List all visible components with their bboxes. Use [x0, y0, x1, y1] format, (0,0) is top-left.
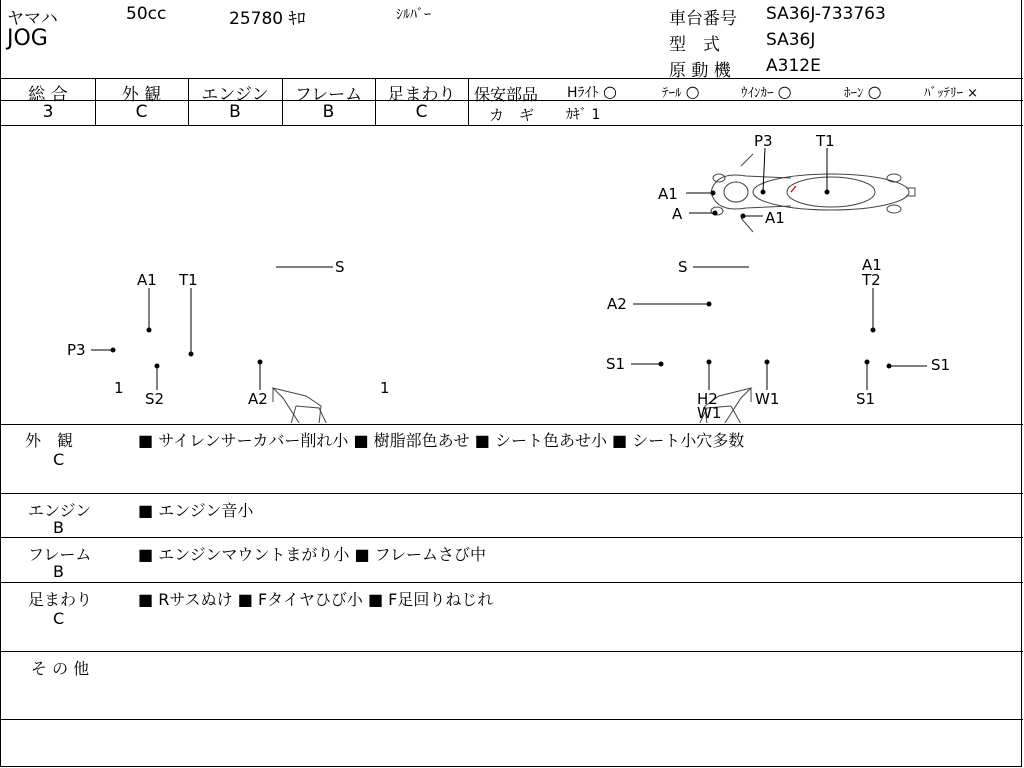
grade-suspension-value: C: [415, 102, 428, 122]
safety-item-tail: ﾃｰﾙ ○: [662, 82, 700, 101]
grade-suspension-label: 足まわり: [387, 85, 456, 105]
maker: ヤマハ: [7, 9, 58, 29]
remarks-engine-label: エンジン: [28, 501, 92, 520]
remarks-frame-grade: B: [53, 562, 64, 581]
mileage: 25780 ｷﾛ: [229, 9, 306, 29]
grade-engine-value: B: [229, 102, 241, 122]
diagram-label: S2: [145, 390, 165, 408]
diagram-label: 1: [380, 379, 390, 397]
diagram-label: S1: [931, 356, 951, 374]
remarks-suspension-text: ■ Rサスぬけ ■ Fタイヤひび小 ■ F足回りねじれ: [138, 590, 494, 609]
diagram-label: 1: [114, 379, 124, 397]
remarks-exterior-grade: C: [53, 450, 65, 469]
safety-item-battery: ﾊﾞｯﾃﾘｰ ×: [924, 86, 979, 101]
grade-exterior-value: C: [135, 102, 148, 122]
frame-no-label: 車台番号: [669, 9, 737, 29]
key-value: ｶｷﾞ 1: [566, 107, 601, 123]
divider: [468, 78, 469, 125]
diagram-label: W1: [697, 404, 722, 422]
diagram-label: S: [678, 258, 688, 276]
safety-item-winker: ｳｲﾝｶｰ ○: [741, 82, 792, 101]
diagram-label: A: [672, 205, 683, 223]
grade-engine-label: エンジン: [201, 85, 269, 105]
diagram-label: S1: [856, 390, 876, 408]
diagram-label: T1: [816, 132, 835, 150]
diagram-label: S1: [606, 355, 626, 373]
engine-label: 原 動 機: [669, 61, 731, 81]
grade-overall-label: 総 合: [28, 85, 68, 105]
grade-frame-label: フレーム: [294, 85, 363, 105]
diagram-label: A2: [248, 390, 268, 408]
remarks-other-label: そ の 他: [31, 659, 90, 678]
remarks-exterior-text: ■ サイレンサーカバー削れ小 ■ 樹脂部色あせ ■ シート色あせ小 ■ シート小穴多数: [138, 431, 745, 450]
scooter-top-view: [711, 154, 915, 232]
safety-item-horn: ﾎｰﾝ ○: [844, 82, 882, 101]
remarks-suspension-label: 足まわり: [28, 590, 93, 609]
grade-frame-value: B: [322, 102, 335, 122]
diagram-label: H2: [697, 390, 718, 408]
grade-overall-value: 3: [42, 102, 54, 122]
divider: [1, 651, 1023, 652]
key-label: カ ギ: [489, 106, 535, 124]
diagram-label: T1: [179, 271, 198, 289]
diagram-label: A1: [862, 256, 882, 274]
diagram-label: A1: [658, 185, 678, 203]
diagram-label: A1: [137, 271, 157, 289]
grade-exterior-label: 外 観: [121, 85, 162, 105]
divider: [1, 424, 1023, 425]
engine-value: A312E: [766, 56, 821, 76]
type-label: 型 式: [669, 35, 720, 55]
type-value: SA36J: [766, 30, 816, 50]
diagram-label: A2: [607, 295, 627, 313]
safety-label: 保安部品: [474, 85, 539, 104]
remarks-engine-text: ■ エンジン音小: [138, 501, 254, 520]
diagram-label: P3: [754, 132, 773, 150]
divider: [1, 78, 1023, 79]
diagram-label: A1: [765, 209, 785, 227]
divider: [1, 493, 1023, 494]
scooter-diagram: [1, 126, 1021, 423]
diagram-label: W1: [755, 390, 780, 408]
divider: [1, 719, 1023, 720]
model-name: JOG: [7, 26, 48, 51]
remarks-frame-text: ■ エンジンマウントまがり小 ■ フレームさび中: [138, 545, 487, 564]
divider: [1, 582, 1023, 583]
diagram-label: T2: [862, 271, 881, 289]
displacement: 50cc: [126, 4, 167, 24]
diagram-label: S: [335, 258, 345, 276]
divider: [1, 537, 1023, 538]
frame-no: SA36J-733763: [766, 4, 886, 24]
remarks-exterior-label: 外 観: [25, 431, 74, 450]
remarks-suspension-grade: C: [53, 609, 65, 628]
remarks-frame-label: フレーム: [28, 545, 92, 564]
color: ｼﾙﾊﾞｰ: [396, 7, 431, 23]
diagram-label: P3: [67, 341, 86, 359]
remarks-engine-grade: B: [53, 518, 64, 537]
safety-item-headlight: Hﾗｲﾄ ○: [567, 82, 617, 101]
